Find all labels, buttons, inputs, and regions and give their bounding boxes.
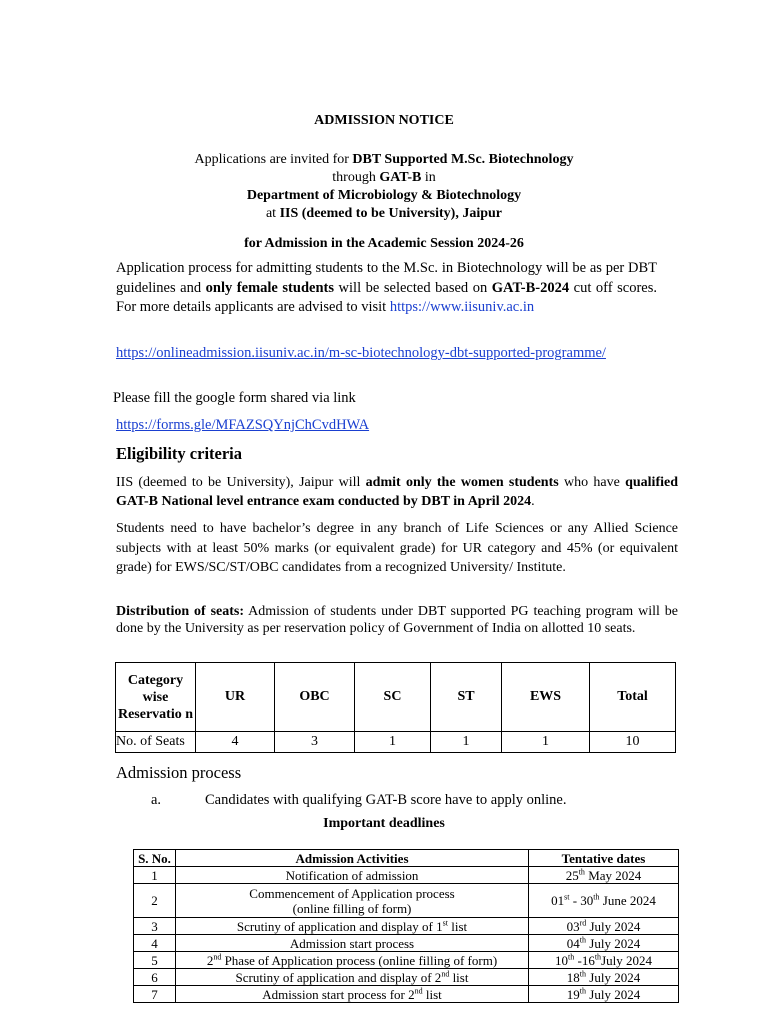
academic-session: for Admission in the Academic Session 2024-26 [244,236,524,251]
seats-header-st: ST [431,663,502,732]
seats-ews: 1 [502,732,590,753]
seats-header-sc: SC [355,663,431,732]
google-form-text: Please fill the google form shared via link [113,390,356,406]
deadline-sno: 6 [134,969,176,986]
distribution-paragraph: Distribution of seats: Admission of students under DBT supported PG teaching program will be done by the University as per reservation policy of Government of India on allotted 10 seats. [116,604,678,636]
deadline-activity: Commencement of Application process (online filling of form) [176,884,529,918]
deadline-activity: 2nd Phase of Application process (online filling of form) [176,952,529,969]
deadline-row-3 [134,918,679,935]
deadlines-header-activities: Admission Activities [176,850,529,867]
eligibility-paragraph-2: Students need to have bachelor’s degree in any branch of Life Sciences or any Allied Science subjects with at least 50% marks (or equivalent grade) for UR category and 45% (or equivalent grade) for EWS/SC/ST/OBC candidates from a recognized University/ Institute. [116,521,678,575]
deadline-row-1 [134,867,679,884]
google-form-link[interactable]: https://forms.gle/MFAZSQYnjChCvdHWA [116,417,370,433]
eligibility-heading: Eligibility criteria [116,444,243,463]
admission-link-para [116,344,657,363]
deadline-date: 25th May 2024 [529,867,679,884]
seats-header-ur: UR [196,663,275,732]
deadline-sno: 4 [134,935,176,952]
deadline-sno: 5 [134,952,176,969]
deadline-row-4 [134,935,679,952]
deadline-sno: 3 [134,918,176,935]
page-title: ADMISSION NOTICE [314,113,454,128]
deadline-sno: 1 [134,867,176,884]
seats-row [116,732,676,753]
seats-total: 10 [590,732,676,753]
seats-header-total: Total [590,663,676,732]
seats-header-row [116,663,676,732]
deadlines-header-row [134,850,679,867]
seats-header-ews: EWS [502,663,590,732]
intro-block [0,151,768,223]
deadline-date: 19th July 2024 [529,986,679,1003]
seats-ur: 4 [196,732,275,753]
deadlines-header-sno: S. No. [134,850,176,867]
process-item-text: Candidates with qualifying GAT-B score have to apply online. [205,792,567,808]
process-paragraph: Application process for admitting students to the M.Sc. in Biotechnology will be as per DBT guidelines and only female students will be selected based on GAT-B-2024 cut off scores. For more details applicants are advised to visit https://www.iisuniv.ac.in [116,260,657,315]
deadline-sno: 2 [134,884,176,918]
deadline-row-7 [134,986,679,1003]
deadline-sno: 7 [134,986,176,1003]
deadline-date: 18th July 2024 [529,969,679,986]
deadline-row-2 [134,884,679,918]
deadlines-heading: Important deadlines [323,816,445,831]
seats-row-label: No. of Seats [116,732,196,753]
deadline-date: 03rd July 2024 [529,918,679,935]
deadline-row-5 [134,952,679,969]
website-link[interactable]: https://www.iisuniv.ac.in [389,299,535,315]
seats-header-obc: OBC [275,663,355,732]
intro-line-3: Department of Microbiology & Biotechnology [246,188,522,203]
intro-line-2: through GAT-B in [332,170,436,185]
google-form-link-para [116,416,657,436]
deadline-activity: Admission start process [176,935,529,952]
deadline-row-6 [134,969,679,986]
deadline-date: 04th July 2024 [529,935,679,952]
intro-line-1: Applications are invited for DBT Supported M.Sc. Biotechnology [194,152,574,167]
deadline-activity: Scrutiny of application and display of 1st list [176,918,529,935]
seats-st: 1 [431,732,502,753]
deadlines-table [133,849,679,1003]
deadline-date: 10th -16thJuly 2024 [529,952,679,969]
deadlines-header-dates: Tentative dates [529,850,679,867]
deadline-date: 01st - 30th June 2024 [529,884,679,918]
seats-sc: 1 [355,732,431,753]
process-item-marker: a. [151,792,162,808]
seats-header-category: Category wise Reservatio n [116,663,196,732]
intro-line-4: at IIS (deemed to be University), Jaipur [265,206,503,221]
deadline-activity: Notification of admission [176,867,529,884]
seats-obc: 3 [275,732,355,753]
deadline-activity: Scrutiny of application and display of 2nd list [176,969,529,986]
admission-process-heading: Admission process [116,763,242,782]
admission-link[interactable]: https://onlineadmission.iisuniv.ac.in/m-sc-biotechnology-dbt-supported-programme/ [116,345,606,361]
deadline-activity: Admission start process for 2nd list [176,986,529,1003]
seats-table [115,662,676,753]
eligibility-paragraph-1: IIS (deemed to be University), Jaipur will admit only the women students who have qualified GAT-B National level entrance exam conducted by DBT in April 2024. [116,475,678,509]
